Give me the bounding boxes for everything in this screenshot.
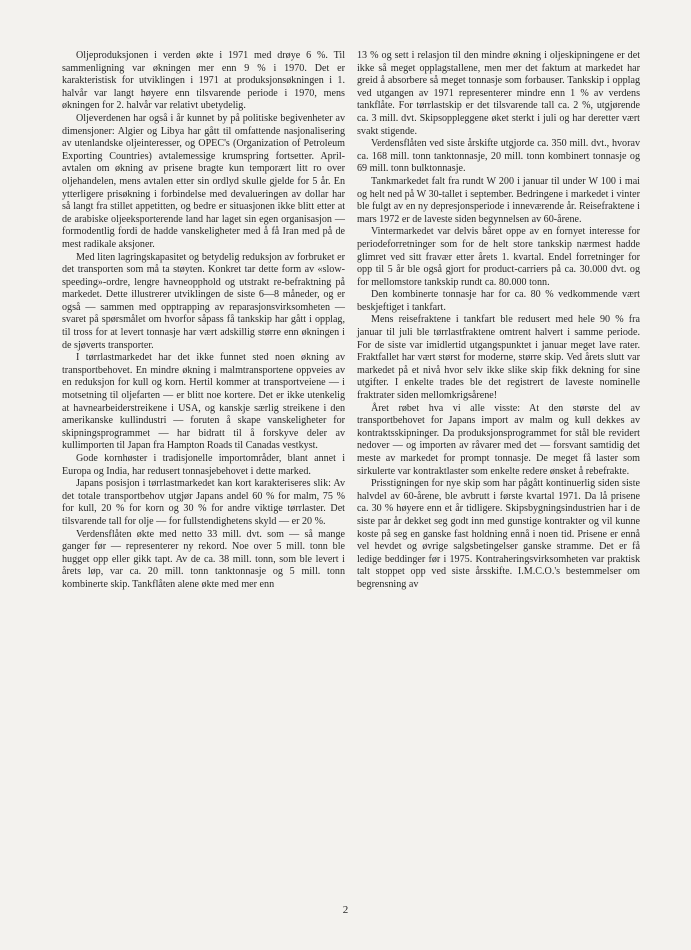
paragraph: Gode kornhøster i tradisjonelle importområder, blant annet i Europa og India, har redusert tonnasjebehovet i dette marked. — [62, 453, 345, 477]
paragraph: Japans posisjon i tørrlastmarkedet kan kort karakteriseres slik: Av det totale transportbehov utgjør Japans andel 60 % for malm, 75 % for kull, 20 % for korn og 30 % for andre viktige tørrlaster. Det tilsvarende tall for olje — for fullstendighetens skyld — er 20 %. — [62, 478, 345, 527]
paragraph: Den kombinerte tonnasje har for ca. 80 % vedkommende vært beskjeftiget i tankfart. — [357, 289, 640, 313]
paragraph: Oljeproduksjonen i verden økte i 1971 med drøye 6 %. Til sammenligning var økningen mer enn 9 % i 1970. Det er karakteristisk for utviklingen i 1971 at produksjonsøkningen i 1. halvår var langt høyere enn tilsvarende periode i 1970, mens økningen for 2. halvår var relativt ubetydelig. — [62, 50, 345, 112]
right-text-column — [357, 50, 640, 592]
left-text-column — [62, 50, 345, 592]
paragraph: I tørrlastmarkedet har det ikke funnet sted noen økning av transportbehovet. En mindre økning i malmtransportene oppveies av en reduksjon for kull og korn. Hertil kommer at transportveiene — i motsetning til oljefarten — er blitt noe kortere. Det er ikke utenkelig at havnearbeiderstreikene i USA, og kanskje særlig streikene i den amerikanske kullindustri — foruten å skape vanskeligheter for skipningsprogrammet — har bidratt til å forskyve deler av kullimporten til Japan fra Hampton Roads til Canadas vestkyst. — [62, 352, 345, 452]
page-number: 2 — [342, 904, 349, 916]
paragraph: Verdensflåten økte med netto 33 mill. dvt. som — så mange ganger før — representerer ny rekord. Noe over 5 mill. tonn ble hugget opp eller gikk tapt. Av de ca. 38 mill. tonn, som ble levert i årets løp, var ca. 20 mill. tonn tanktonnasje og 5 mill. tonn kombinerte skip. Tankflåten alene økte med mer enn — [62, 528, 345, 590]
paragraph: Året røbet hva vi alle visste: At den største del av transportbehovet for Japans import av malm og kull dekkes av kontraktsskipninger. Da produksjonsprogrammet for stål ble revidert nedover — og importen av råvarer med det — forsvant samtidig det meste av markedet for prompt tonnasje. De meget få laster som sirkulerte var kontraktlaster som enkelte redere ønsket å rebefrakte. — [357, 402, 640, 477]
paragraph: Oljeverdenen har også i år kunnet by på politiske begivenheter av dimensjoner: Algier og Libya har gått til omfattende nasjonalisering av utenlandske oljeinteresser, og OPEC's (Organization of Petroleum Exporting Countries) avtalemessige krumspring fortsetter. April-avtalen om økning av prisene bragte kun temporært litt ro over oljehandelen, mens avtalen etter sin ordlyd skulle gjelde for 5 år. En ytterligere prisøkning i forbindelse med devalueringen av dollar har så langt fra stillet appetitten, og bedre er situasjonen ikke blitt etter at de arabiske oljeeksporterende land har laget sin egen organisasjon — formodentlig fordi de hadde vanskeligheter med å få Iran med på de mest radikale aksjoner. — [62, 112, 345, 250]
paragraph: Verdensflåten ved siste årskifte utgjorde ca. 350 mill. dvt., hvorav ca. 168 mill. tonn tanktonnasje, 20 mill. tonn kombinert tonnasje og 69 mill. tonn bulktonnasje. — [357, 138, 640, 175]
paragraph: Tankmarkedet falt fra rundt W 200 i januar til under W 100 i mai og helt ned på W 30-tallet i september. Bedringene i markedet i vinter ble fulgt av en ny depresjonsperiode i inneværende år. Reisefraktene i mars 1972 er de laveste siden begynnelsen av 60-årene. — [357, 175, 640, 225]
paragraph: Mens reisefraktene i tankfart ble redusert med hele 90 % fra januar til juli ble tørrlastfraktene omtrent halvert i samme periode. For de siste var imidlertid utgangspunktet i januar meget lave rater. Fraktfallet har vært størst for moderne, større skip. Ved årets slutt var markedet på et nivå hvor selv ikke slike skip fikk dekning for sine utgifter. I enkelte trades ble det registrert de laveste nominelle fraktrater siden mellomkrigsårene! — [357, 314, 640, 402]
paragraph: Med liten lagringskapasitet og betydelig reduksjon av forbruket er det transporten som må ta støyten. Konkret tar dette form av «slow-speeding»-ordre, lengre havneopphold og utstrakt re-befraktning på markedet. Dette illustrerer utviklingen de siste 6—8 måneder, og er også — sammen med opptrapping av reparasjonsvirksomheten — svaret på spørsmålet om hvorfor såpass få tankskip har gått i opplag, til tross for at levert tonnasje har vært adskillig større enn økningen i de sjøverts transporter. — [62, 251, 345, 351]
paragraph-continued: 13 % og sett i relasjon til den mindre økning i oljeskipningene er det ikke så meget opplagstallene, men mer det faktum at markedet har greid å absorbere så meget tonnasje som forbauser. Tankskip i opplag ved utgangen av 1971 representerer mindre enn 1 % av verdens tankflåte. For tørrlastskip er det tilsvarende tall ca. 2 %, utgjørende ca. 3 mill. dvt. Skipsoppleggene øket sterkt i juli og har deretter vært svakt stigende. — [357, 50, 640, 137]
paragraph: Vintermarkedet var delvis båret oppe av en fornyet interesse for periodeforretninger som for de helt store tankskip nærmest hadde glimret ved sitt fravær etter årets 1. kvartal. Endel forretninger for opp til 5 år ble også gjort for product-carriers på ca. 30.000 dvt. og for mellomstore tankskip rundt ca. 80.000 tonn. — [357, 226, 640, 288]
paragraph: Prisstigningen for nye skip som har pågått kontinuerlig siden siste halvdel av 60-årene, ble avbrutt i første kvartal 1971. Da lå prisene ca. 30 % høyere enn et år tidligere. Skipsbygningsindustrien har i de siste par år dekket seg godt inn med gunstige kontrakter og vil kunne koste på seg en ganske fast holdning ennå i noen tid. Prisene er ennå vel hevdet og øvrige salgsbetingelser ganske stramme. Det er få ledige beddinger før i 1975. Kontraheringsvirksomheten var praktisk talt stoppet opp ved siste årsskifte. I.M.C.O.'s bestemmelser om begrensning av — [357, 478, 640, 590]
